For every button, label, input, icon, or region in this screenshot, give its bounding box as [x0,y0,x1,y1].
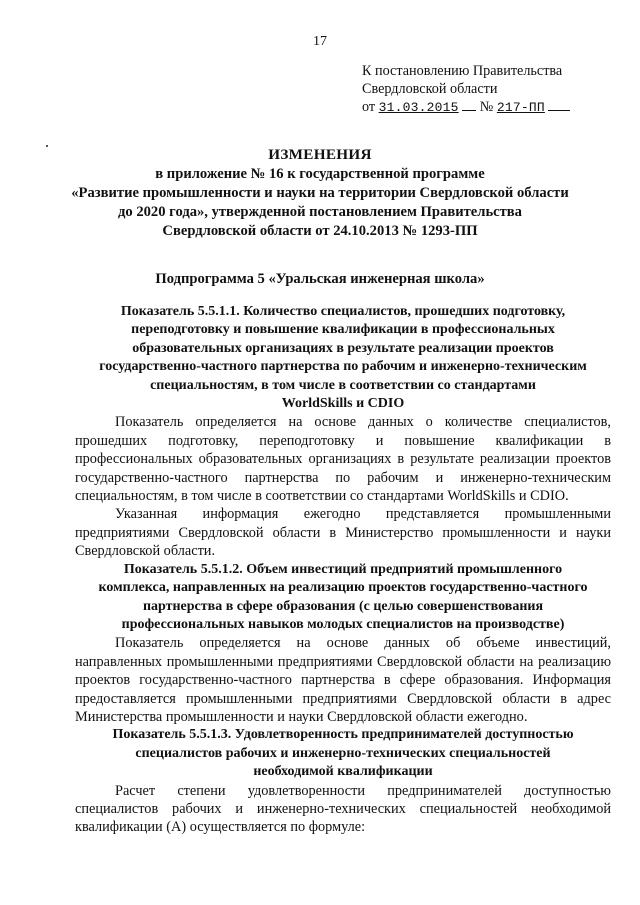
section-heading-5-5-1-3 [75,726,611,781]
heading-line: специальностям, в том числе в соответствии со стандартами [150,377,536,393]
subtitle-line: до 2020 года», утвержденной постановлением Правительства [118,204,522,220]
heading-line: специалистов рабочих и инженерно-технических специальностей [135,745,551,761]
paragraph: Показатель определяется на основе данных о количестве специалистов, прошедших подготовку, переподготовку и повышение квалификации в профессиональных образовательных организациях в результате реализации проектов государственно-частного партнерства по рабочим и инженерно-техническим специальностям, в том числе в соответствии со стандартами WorldSkills и CDIO. [75,414,611,505]
heading-line: Показатель 5.5.1.1. Количество специалистов, прошедших подготовку, [120,304,566,319]
heading-line: переподготовку и повышение квалификации в профессиональных [131,322,555,338]
document-subtitle [0,165,640,241]
subtitle-line: Свердловской области от 24.10.2013 № 1293-ПП [162,223,478,239]
heading-line: профессиональных навыков молодых специалистов на производстве) [121,616,565,632]
heading-line: партнерства в сфере образования (с целью совершенствования [142,598,544,614]
document-title: ИЗМЕНЕНИЯ [268,146,372,163]
document-body [75,303,611,837]
number-underline [548,110,570,111]
number-value: 217-ПП [496,100,545,115]
number-prefix: № [479,99,494,115]
section-heading-5-5-1-1 [75,303,611,413]
paragraph: Показатель определяется на основе данных об объеме инвестиций, направленных промышленными предприятиями Свердловской области на реализацию проектов государственно-частного партнерства в сфере образования. Информация предоставляется промышленными предприятиями Свердловской области в адрес Министерства промышленности и науки Свердловской области ежегодно. [75,635,611,725]
heading-line: необходимой квалификации [253,764,433,780]
subtitle-line: в приложение № 16 к государственной программе [155,166,485,182]
page-number: 17 [313,34,327,49]
heading-line: образовательных организациях в результате реализации проектов [132,340,554,356]
heading-line: WorldSkills и CDIO [281,396,405,412]
attachment-line-1: К постановлению Правительства [362,63,563,79]
subprogram-title: Подпрограмма 5 «Уральская инженерная школа» [155,271,485,287]
attachment-line-2: Свердловской области [362,81,498,97]
date-underline [462,110,476,111]
heading-line: комплекса, направленных на реализацию проектов государственно-частного [98,580,588,596]
heading-line: Показатель 5.5.1.3. Удовлетворенность предпринимателей доступностью [112,727,574,743]
section-heading-5-5-1-2 [75,561,611,635]
attachment-date-line [362,98,612,117]
date-value: 31.03.2015 [378,100,459,115]
heading-line: государственно-частного партнерства по рабочим и инженерно-техническим [99,359,587,375]
paragraph: Указанная информация ежегодно представляется промышленными предприятиями Свердловской области в Министерство промышленности и науки Свердловской области. [75,506,611,560]
heading-line: Показатель 5.5.1.2. Объем инвестиций предприятий промышленного [123,561,563,577]
subtitle-line: «Развитие промышленности и науки на территории Свердловской области [71,185,569,201]
paragraph: Расчет степени удовлетворенности предпринимателей доступностью специалистов рабочих и инженерно-технических специальностей необходимой квалификации (А) осуществляется по формуле: [75,782,611,836]
date-prefix: от [362,99,376,115]
attachment-block [362,62,612,117]
